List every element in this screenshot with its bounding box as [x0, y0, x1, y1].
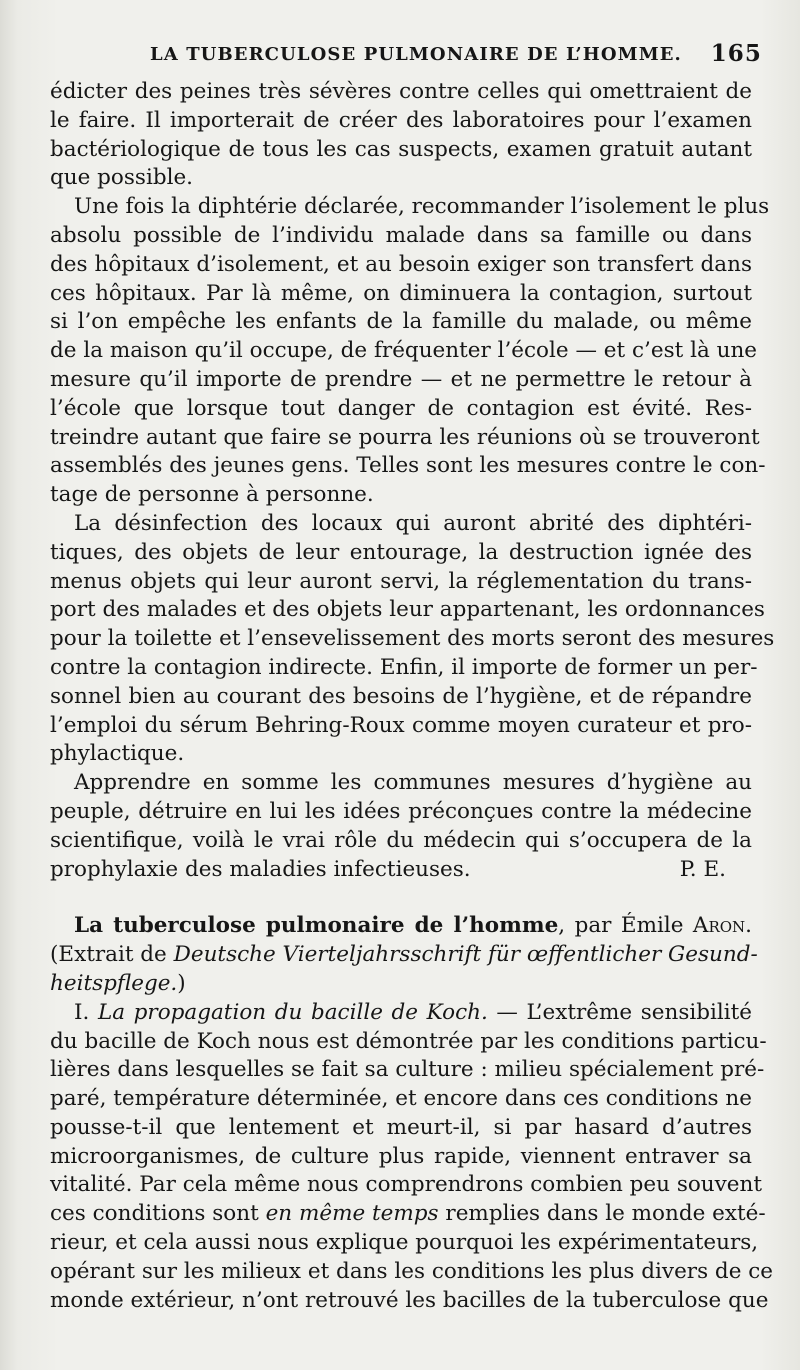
text-line: du bacille de Koch nous est démontrée par les conditions particu- — [50, 1028, 767, 1054]
signature-line — [50, 856, 752, 885]
text-line: Apprendre en somme les communes mesures d’hygiène au — [74, 770, 752, 796]
source-line — [50, 941, 758, 970]
text-line: bactériologique de tous les cas suspects, examen gratuit autant — [50, 136, 752, 162]
paragraph-4 — [50, 769, 752, 884]
text-line: peuple, détruire en lui les idées préconçues contre la médecine — [50, 798, 752, 824]
source-prefix: (Extrait de — [50, 942, 174, 968]
author-name: Aron. — [692, 913, 752, 939]
text-line: édicter des peines très sévères contre celles qui omettraient de — [50, 79, 752, 104]
text-fragment: ces conditions sont — [50, 1201, 266, 1227]
page-number: 165 — [710, 40, 762, 67]
text-line: phylactique. — [50, 741, 185, 767]
journal-title-continued: heitspflege. — [50, 970, 178, 996]
source-line — [50, 970, 752, 999]
text-line: tage de personne à personne. — [50, 482, 374, 508]
text-line: assemblés des jeunes gens. Telles sont les mesures contre le con- — [50, 453, 766, 479]
text-line: ces hôpitaux. Par là même, on diminuera la contagion, surtout — [50, 280, 752, 306]
text-line: tiques, des objets de leur entourage, la destruction ignée des — [50, 539, 752, 565]
text-line: monde extérieur, n’ont retrouvé les bacilles de la tuberculose que — [50, 1287, 769, 1313]
emphasis: en même temps — [265, 1201, 439, 1227]
running-title: LA TUBERCULOSE PULMONAIRE DE L’HOMME. — [150, 44, 682, 65]
article-title: La tuberculose pulmonaire de l’homme — [74, 913, 559, 939]
paragraph-3 — [50, 510, 775, 769]
text-line: de la maison qu’il occupe, de fréquenter l’école — et c’est là une — [50, 338, 758, 364]
text-line: port des malades et des objets leur appartenant, les ordonnances — [50, 597, 765, 623]
text-fragment: prophylaxie des maladies infectieuses. — [50, 856, 471, 882]
text-fragment: — L’extrême sensibilité — [487, 999, 752, 1025]
signature: P. E. — [679, 856, 726, 882]
text-line: vitalité. Par cela même nous comprendrons combien peu souvent — [50, 1172, 762, 1198]
text-line — [50, 1200, 766, 1229]
subsection-title: La propagation du bacille de Koch. — [97, 999, 488, 1025]
text-line: La désinfection des locaux qui auront abrité des diphtéri- — [74, 510, 752, 536]
text-line: paré, température déterminée, et encore dans ces conditions ne — [50, 1086, 752, 1112]
text-line: si l’on empêche les enfants de la famille du malade, ou même — [50, 309, 752, 335]
text-line: microorganismes, de culture plus rapide, viennent entraver sa — [50, 1143, 752, 1169]
text-line: l’école que lorsque tout danger de contagion est évité. Res- — [50, 395, 752, 421]
text-line: pousse-t-il que lentement et meurt-il, si par hasard d’autres — [50, 1114, 752, 1140]
text-line: contre la contagion indirecte. Enfin, il importe de former un per- — [50, 654, 758, 680]
text-line: mesure qu’il importe de prendre — et ne permettre le retour à — [50, 366, 752, 392]
text-line: rieur, et cela aussi nous explique pourquoi les expérimentateurs, — [50, 1230, 759, 1256]
text-fragment: remplies dans le monde exté- — [438, 1201, 766, 1227]
paragraph-2 — [50, 193, 770, 510]
text-line: le faire. Il importerait de créer des laboratoires pour l’examen — [50, 107, 752, 133]
article-body — [50, 999, 774, 1316]
byline-prefix: , par Émile — [558, 913, 693, 939]
page-body — [50, 78, 775, 1315]
section-spacer — [50, 884, 752, 912]
text-line: lières dans lesquelles se fait sa culture : milieu spécialement pré- — [50, 1057, 765, 1083]
text-line: opérant sur les milieux et dans les conditions les plus divers de ce — [50, 1258, 774, 1284]
subsection-line — [50, 999, 752, 1028]
running-head — [150, 40, 762, 74]
paragraph-1 — [50, 78, 752, 193]
text-line: sonnel bien au courant des besoins de l’hygiène, et de répandre — [50, 683, 752, 709]
text-line: Une fois la diphtérie déclarée, recommander l’isolement le plus — [74, 194, 770, 220]
text-line: l’emploi du sérum Behring-Roux comme moyen curateur et pro- — [50, 712, 752, 738]
text-line: des hôpitaux d’isolement, et au besoin exiger son transfert dans — [50, 251, 752, 277]
text-line: scientifique, voilà le vrai rôle du médecin qui s’occupera de la — [50, 827, 752, 853]
journal-title: Deutsche Vierteljahrsschrift für œffentlicher Gesund- — [173, 942, 758, 968]
subsection-number: I. — [74, 999, 98, 1025]
source-suffix: ) — [177, 970, 186, 996]
article-heading — [50, 912, 758, 998]
text-line: absolu possible de l’individu malade dans sa famille ou dans — [50, 222, 752, 248]
article-title-line — [50, 912, 752, 941]
text-line: pour la toilette et l’ensevelissement des morts seront des mesures — [50, 626, 775, 652]
text-line: que possible. — [50, 165, 194, 191]
text-line: treindre autant que faire se pourra les réunions où se trouveront — [50, 424, 760, 450]
text-line: menus objets qui leur auront servi, la réglementation du trans- — [50, 568, 752, 594]
